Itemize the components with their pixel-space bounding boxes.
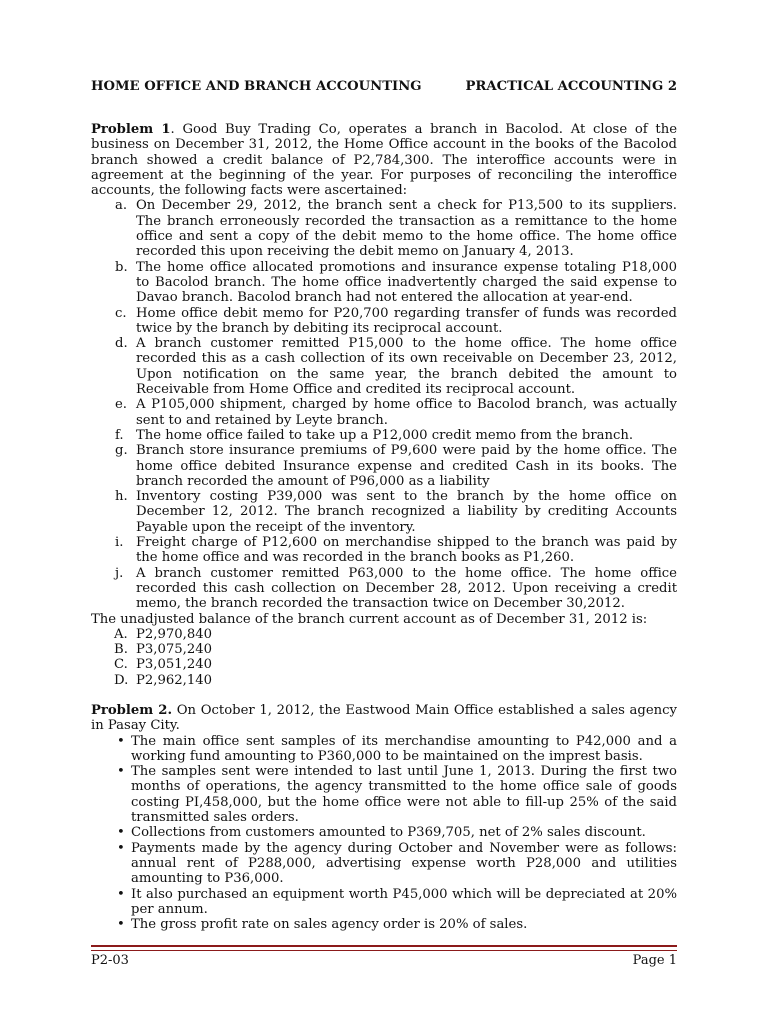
fact-text: On December 29, 2012, the branch sent a check for P13,500 to its suppliers. The branch erroneously recorded the transaction as a remittance to the home office and sent a copy of the debit memo to the home office. The home office recorded this upon receiving the debit memo on January 4, 2013. bbox=[136, 198, 677, 260]
fact-item bbox=[91, 260, 677, 306]
choice-marker: B. bbox=[114, 642, 128, 658]
bullet-item bbox=[91, 917, 677, 932]
fact-marker: b. bbox=[115, 259, 128, 275]
problem2-intro-text: On October 1, 2012, the Eastwood Main Office established a sales agency in Pasay City. bbox=[91, 702, 677, 734]
answer-choice bbox=[91, 642, 677, 657]
fact-marker: f. bbox=[115, 427, 124, 443]
problem1-question: The unadjusted balance of the branch current account as of December 31, 2012 is: bbox=[91, 611, 648, 627]
fact-item bbox=[91, 336, 677, 397]
fact-item bbox=[91, 489, 677, 535]
choice-text: P2,970,840 bbox=[136, 626, 212, 642]
choice-text: P3,075,240 bbox=[136, 642, 212, 658]
fact-text: Inventory costing P39,000 was sent to the branch by the home office on December 12, 2012. The branch recognized a liability by crediting Accounts Payable upon the receipt of the inventory. bbox=[136, 489, 677, 535]
choice-marker: D. bbox=[114, 672, 129, 688]
fact-marker: g. bbox=[115, 443, 128, 459]
bullet-glyph: • bbox=[117, 825, 125, 841]
section-spacer bbox=[91, 688, 677, 703]
bullet-glyph: • bbox=[117, 733, 125, 749]
bullet-item bbox=[91, 825, 677, 840]
fact-marker: a. bbox=[115, 198, 128, 214]
fact-item bbox=[91, 535, 677, 566]
fact-text: The home office failed to take up a P12,000 credit memo from the branch. bbox=[136, 427, 634, 443]
problem1-choices-list bbox=[91, 627, 677, 688]
choice-marker: C. bbox=[114, 657, 128, 673]
problem2-label: Problem 2. bbox=[91, 702, 173, 718]
footer-rule-thick bbox=[91, 945, 677, 947]
bullet-glyph: • bbox=[117, 764, 125, 780]
fact-item bbox=[91, 198, 677, 259]
fact-text: A branch customer remitted P15,000 to the home office. The home office recorded this as a cash collection of its own receivable on December 23, 2012, Upon notification on the same year, the branch debited the amount to Receivable from Home Office and credited its reciprocal account. bbox=[136, 336, 677, 398]
bullet-item bbox=[91, 764, 677, 825]
bullet-glyph: • bbox=[117, 840, 125, 856]
fact-item bbox=[91, 566, 677, 612]
page-footer bbox=[91, 953, 677, 971]
choice-text: P2,962,140 bbox=[136, 672, 212, 688]
bullet-item bbox=[91, 841, 677, 887]
bullet-text: Collections from customers amounted to P369,705, net of 2% sales discount. bbox=[131, 825, 646, 841]
fact-text: Freight charge of P12,600 on merchandise shipped to the branch was paid by the home office and was recorded in the branch books as P1,260. bbox=[136, 535, 677, 566]
fact-marker: i. bbox=[115, 535, 124, 551]
fact-text: A P105,000 shipment, charged by home office to Bacolod branch, was actually sent to and retained by Leyte branch. bbox=[136, 397, 677, 428]
fact-text: Home office debit memo for P20,700 regarding transfer of funds was recorded twice by the branch by debiting its reciprocal account. bbox=[136, 305, 677, 336]
fact-item bbox=[91, 443, 677, 489]
problem1-intro-text: . Good Buy Trading Co, operates a branch in Bacolod. At close of the business on December 31, 2012, the Home Office account in the books of the Bacolod branch showed a credit balance of P2,784,300. The interoffice accounts were in agreement at the beginning of the year. For purposes of reconciling the interoffice accounts, the following facts were ascertained: bbox=[91, 122, 677, 199]
bullet-text: It also purchased an equipment worth P45,000 which will be depreciated at 20% per annum. bbox=[131, 886, 677, 917]
problem1-label: Problem 1 bbox=[91, 122, 171, 137]
fact-item bbox=[91, 428, 677, 443]
footer-rule-thin bbox=[91, 950, 677, 951]
bullet-item bbox=[91, 887, 677, 918]
header-left-title: HOME OFFICE AND BRANCH ACCOUNTING bbox=[91, 79, 422, 94]
bullet-text: The main office sent samples of its merchandise amounting to P42,000 and a working fund amounting to P360,000 to be maintained on the imprest basis. bbox=[131, 733, 677, 764]
choice-text: P3,051,240 bbox=[136, 657, 212, 673]
bullet-glyph: • bbox=[117, 886, 125, 902]
answer-choice bbox=[91, 657, 677, 672]
fact-marker: j. bbox=[115, 565, 124, 581]
fact-marker: d. bbox=[115, 336, 128, 352]
answer-choice bbox=[91, 673, 677, 688]
fact-text: Branch store insurance premiums of P9,600 were paid by the home office. The home office debited Insurance expense and credited Cash in its books. The branch recorded the amount of P96,000 as a liability bbox=[136, 443, 677, 489]
fact-marker: c. bbox=[115, 305, 127, 321]
problem1-intro bbox=[91, 122, 677, 198]
bullet-item bbox=[91, 734, 677, 765]
header-right-title: PRACTICAL ACCOUNTING 2 bbox=[465, 79, 677, 94]
bullet-text: The gross profit rate on sales agency order is 20% of sales. bbox=[131, 917, 528, 933]
page-header bbox=[91, 79, 677, 97]
problem1-facts-list bbox=[91, 198, 677, 611]
fact-text: The home office allocated promotions and insurance expense totaling P18,000 to Bacolod branch. The home office inadvertently charged the said expense to Davao branch. Bacolod branch had not entered the allocation at year-end. bbox=[136, 259, 677, 306]
fact-marker: e. bbox=[115, 397, 127, 413]
fact-item bbox=[91, 306, 677, 337]
problem2-intro bbox=[91, 703, 677, 734]
fact-item bbox=[91, 397, 677, 428]
problem2-bullet-list bbox=[91, 734, 677, 933]
document-body bbox=[91, 122, 677, 932]
fact-marker: h. bbox=[115, 489, 128, 505]
choice-marker: A. bbox=[114, 626, 128, 642]
bullet-text: The samples sent were intended to last until June 1, 2013. During the first two months of operations, the agency transmitted to the home office sale of goods costing PI,458,000, but the home office were not able to fill-up 25% of the said transmitted sales orders. bbox=[131, 764, 677, 826]
page-number: Page 1 bbox=[632, 953, 677, 968]
bullet-glyph: • bbox=[117, 917, 125, 933]
bullet-text: Payments made by the agency during October and November were as follows: annual rent of P288,000, advertising expense worth P28,000 and utilities amounting to P36,000. bbox=[131, 840, 677, 887]
answer-choice bbox=[91, 627, 677, 642]
footer-code: P2-03 bbox=[91, 953, 129, 968]
fact-text: A branch customer remitted P63,000 to the home office. The home office recorded this cash collection on December 28, 2012. Upon receiving a credit memo, the branch recorded the transaction twice on December 30,2012. bbox=[136, 565, 677, 612]
